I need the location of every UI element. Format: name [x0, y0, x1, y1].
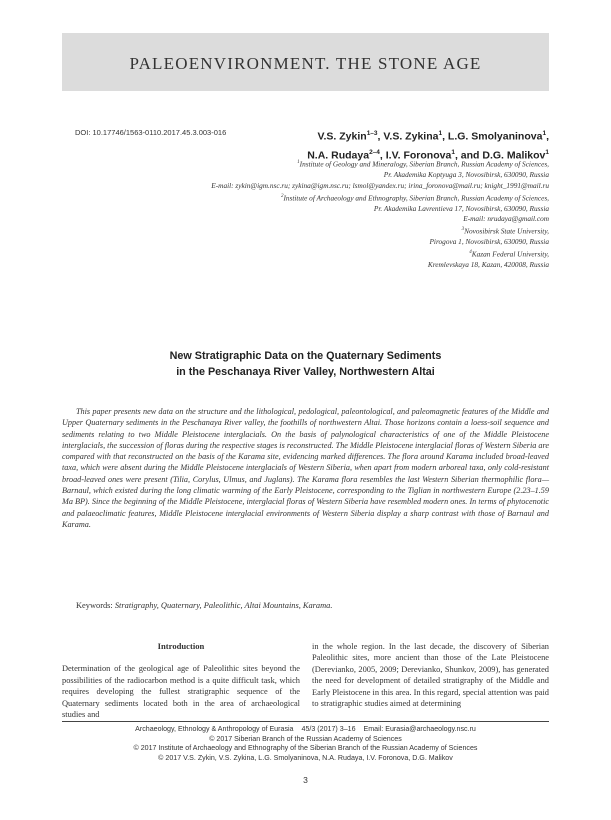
- author-name: I.V. Foronova: [385, 149, 452, 161]
- affiliation-line: [211, 192, 549, 204]
- author-affil-sup: 1: [451, 148, 455, 156]
- footer-divider: [62, 721, 549, 722]
- abstract-text: This paper presents new data on the structure and the lithological, pedological, paleontological, and paleomagnetic features of the Middle and Upper Quaternary sediments in the Peschanaya River valley, the foothills of northwestern Altai. Those horizons contain a loess-soil sequence and sediments relating to two Middle Pleistocene interglacials. On the basis of palynological characteristics of one of the Middle Pleistocene interglacials, the succession of floras during the respective stages is reconstructed. The Middle Pleistocene interglacial floras of Western Siberia are compared with that reconstructed on the basis of the Karama site, evidencing marked differences. The flora around Karama included broad-leaved taxa, which were absent during the Middle Pleistocene interglacials of Western Siberia, when apart from modern arboreal taxa, only cold-resistant broad-leaved ones were present (Tilia, Corylus, Ulmus, and Juglans). The Karama flora resembles the last Western Siberian thermophilic flora—Barnaul, which existed during the long climatic warming of the Early Pleistocene, corresponding to the Tiglian in northwestern Europe (2.23–1.59 Ma BP). Since the beginning of the Middle Pleistocene, interglacial floras of Western Siberia have resembled modern ones. In terms of phytocenotic and palaeoclimatic features, Middle Pleistocene interglacial environments of Western Siberia display a sharp contrast with those of Barnaul and Karama.: [62, 407, 549, 529]
- author-affil-sup: 2–4: [369, 148, 380, 156]
- affiliations: [211, 158, 549, 271]
- doi[interactable]: DOI: 10.17746/1563-0110.2017.45.3.003-016: [75, 128, 227, 137]
- affiliation-text[interactable]: E-mail: nrudaya@gmail.com: [463, 214, 549, 224]
- footer-issue: 45/3 (2017) 3–16: [301, 725, 356, 733]
- author-name: L.G. Smolyaninova: [447, 130, 543, 143]
- author-name: V.S. Zykin: [317, 130, 367, 143]
- paper-title: [62, 348, 549, 380]
- title-line: New Stratigraphic Data on the Quaternary Sediments: [169, 350, 442, 362]
- keywords-label: Keywords:: [76, 601, 113, 610]
- author-sep: ,: [377, 130, 384, 143]
- affiliation-sup: 3: [461, 227, 465, 233]
- affiliation-text: Pirogova 1, Novosibirsk, 630090, Russia: [429, 237, 549, 247]
- affiliation-text: Institute of Archaeology and Ethnography, Siberian Branch, Russian Academy of Sciences,: [283, 192, 549, 202]
- intro-paragraph: Determination of the geological age of Paleolithic sites beyond the possibilities of the radiocarbon method is a quite difficult task, which requires developing the fullest stratigraphic sequence of the Quaternary sediments located both in the area of archaeological studies and: [62, 664, 300, 720]
- affiliation-text: Novosibirsk State University,: [464, 226, 549, 236]
- keywords-terms: Stratigraphy, Quaternary, Paleolithic, Altai Mountains, Karama.: [114, 601, 333, 610]
- affiliation-text: Kremlevskaya 18, Kazan, 420008, Russia: [427, 260, 549, 270]
- author-sep: ,: [379, 149, 386, 161]
- author-sep: ,: [442, 130, 448, 143]
- page-number: 3: [303, 775, 308, 785]
- affiliation-line: [211, 204, 549, 215]
- author-name: V.S. Zykina: [383, 130, 439, 143]
- author-affil-sup: 1: [542, 130, 547, 137]
- footer-copyright: © 2017 Institute of Archaeology and Ethnography of the Siberian Branch of the Russian Academy of Sciences: [133, 744, 478, 753]
- author-name: N.A. Rudaya: [307, 149, 370, 161]
- affiliation-emails[interactable]: [211, 181, 549, 192]
- title-line: in the Peschanaya River Valley, Northwestern Altai: [176, 366, 435, 378]
- footer-journal-line: [62, 725, 549, 735]
- affiliation-sup: 2: [280, 193, 284, 199]
- footer-email[interactable]: Email: Eurasia@archaeology.nsc.ru: [363, 725, 476, 733]
- affiliation-sup: 4: [469, 249, 472, 255]
- footer-copyright: © 2017 V.S. Zykin, V.S. Zykina, L.G. Smolyaninova, N.A. Rudaya, I.V. Foronova, D.G. Malikov: [158, 753, 453, 762]
- intro-heading: Introduction: [157, 641, 205, 651]
- intro-column-right: [312, 641, 549, 709]
- affiliation-line: [211, 237, 549, 248]
- affiliation-text: Kazan Federal University,: [471, 249, 549, 259]
- footer: [62, 725, 549, 763]
- affiliation-text[interactable]: E-mail: zykin@igm.nsc.ru; zykina@igm.nsc.ru; lsmol@yandex.ru; irina_foronova@mail.ru; knight_1991@mail.ru: [211, 180, 549, 190]
- abstract: [62, 406, 549, 530]
- affiliation-line: [211, 170, 549, 181]
- footer-copyright: © 2017 Siberian Branch of the Russian Academy of Sciences: [209, 734, 402, 743]
- intro-column-left: [62, 641, 300, 720]
- author-name: D.G. Malikov: [482, 149, 546, 161]
- affiliation-sup: 1: [297, 160, 300, 165]
- affiliation-text: Pr. Akademika Koptyuga 3, Novosibirsk, 630090, Russia: [383, 170, 549, 180]
- affiliation-text: Institute of Geology and Mineralogy, Siberian Branch, Russian Academy of Sciences,: [299, 159, 549, 169]
- affiliation-line: [211, 158, 549, 170]
- footer-journal: Archaeology, Ethnology & Anthropology of Eurasia: [135, 725, 294, 733]
- affiliation-line: [211, 225, 549, 237]
- author-sep: , and: [454, 149, 483, 161]
- author-sep: ,: [546, 130, 549, 143]
- section-banner: [62, 33, 549, 91]
- intro-paragraph: in the whole region. In the last decade, the discovery of Siberian Paleolithic sites, more ancient than those of the Late Pleistocene (Derevianko, 2005, 2009; Derevianko, Shunkov, 2009), has generated the need for development of detailed stratigraphy of the Middle and Early Pleistocene in this area. In this regard, special attention was paid to stratigraphic studies aimed at determining: [312, 642, 549, 709]
- author-affil-sup: 1–3: [366, 130, 378, 137]
- affiliation-line: [211, 248, 549, 260]
- affiliation-line: [211, 260, 549, 271]
- author-affil-sup: 1: [545, 148, 549, 156]
- affiliation-text: Pr. Akademika Lavrentieva 17, Novosibirsk, 630090, Russia: [373, 203, 549, 213]
- keywords: [76, 601, 332, 610]
- author-line-1: [307, 126, 549, 145]
- author-affil-sup: 1: [438, 130, 443, 137]
- section-title: PALEOENVIRONMENT. THE STONE AGE: [129, 54, 482, 73]
- affiliation-email[interactable]: [211, 214, 549, 225]
